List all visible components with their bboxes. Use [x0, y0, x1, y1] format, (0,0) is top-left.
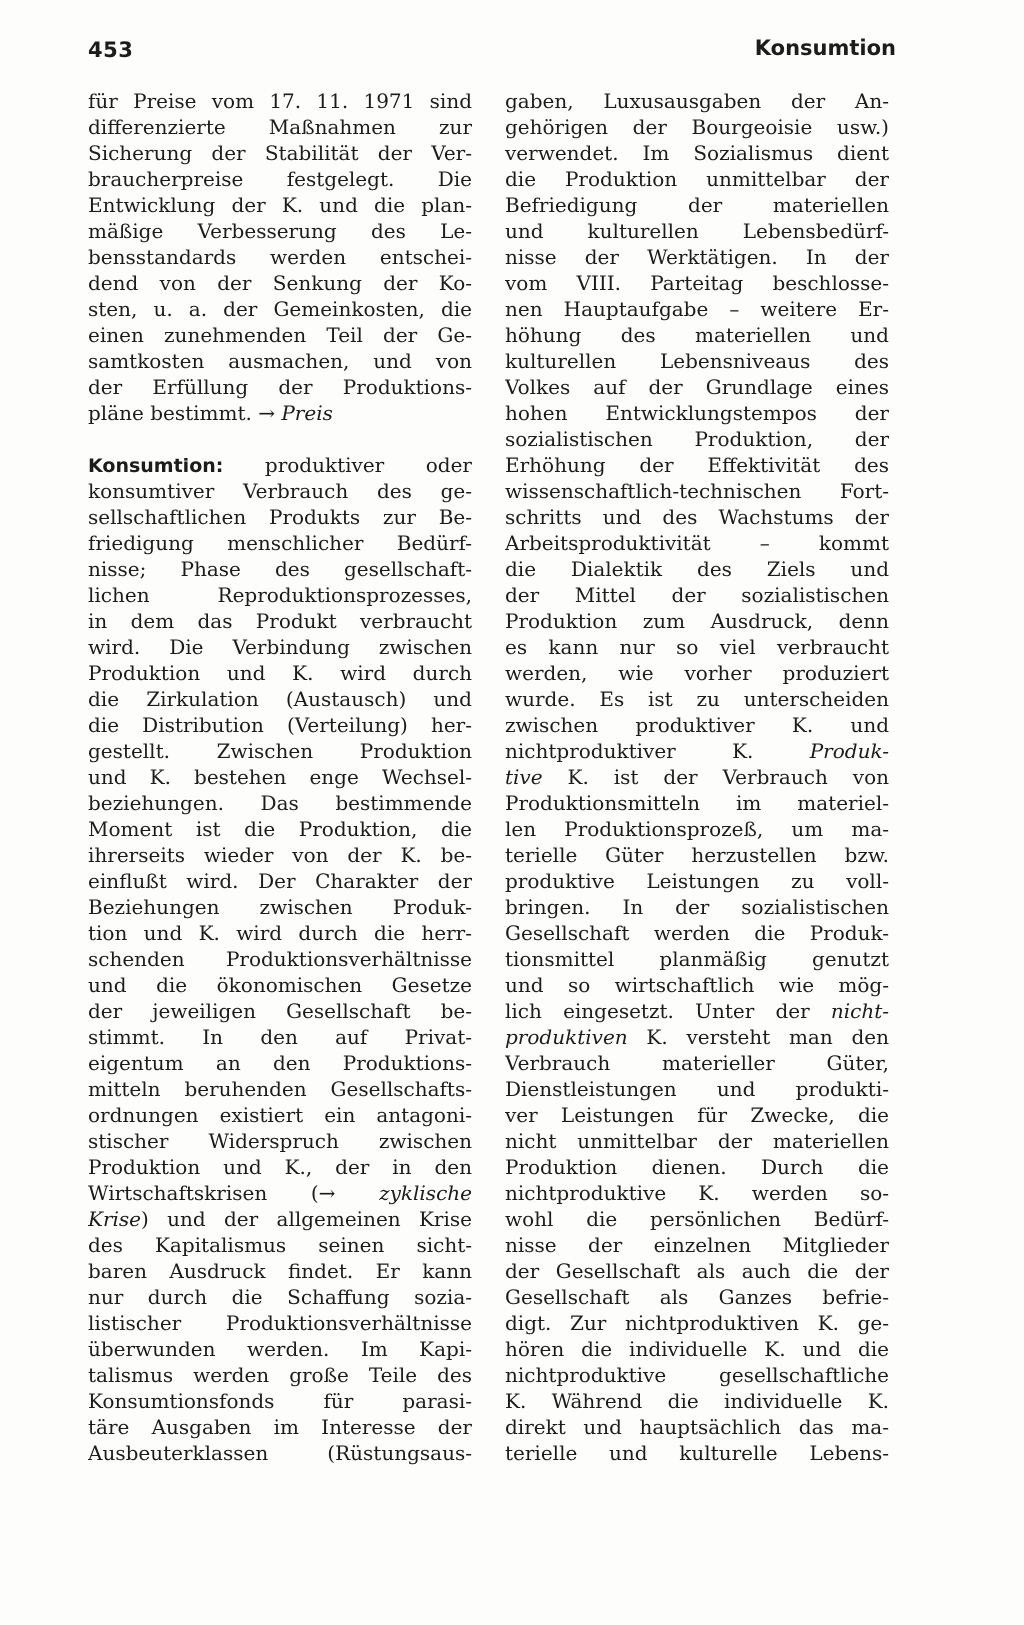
text-line: vom VIII. Parteitag beschlosse-	[505, 271, 889, 295]
text-line: bringen. In der sozialistischen	[505, 895, 889, 919]
text-line: produktive Leistungen zu voll-	[505, 869, 889, 893]
term-produktive: tive	[505, 765, 543, 789]
text-line: gestellt. Zwischen Produktion	[88, 739, 472, 763]
text-line: ordnungen existiert ein antagoni-	[88, 1103, 472, 1127]
text-line: Dienstleistungen und produkti-	[505, 1077, 889, 1101]
text-line: ihrerseits wieder von der K. be-	[88, 843, 472, 867]
text-line: Ausbeuterklassen (Rüstungsaus-	[88, 1441, 472, 1465]
text-line: des Kapitalismus seinen sicht-	[88, 1233, 472, 1257]
term-nichtproduktiven: nicht-	[830, 999, 889, 1023]
line-text: Wirtschaftskrisen (→	[88, 1181, 380, 1205]
text-line: täre Ausgaben im Interesse der	[88, 1415, 472, 1439]
line-text: lich eingesetzt. Unter der	[505, 999, 831, 1023]
text-line: in dem das Produkt verbraucht	[88, 609, 472, 633]
text-line: baren Ausdruck findet. Er kann	[88, 1259, 472, 1283]
text-line: es kann nur so viel verbraucht	[505, 635, 889, 659]
text-line: len Produktionsprozeß, um ma-	[505, 817, 889, 841]
text-line: Produktion dienen. Durch die	[505, 1155, 889, 1179]
text-line: Produktion zum Ausdruck, denn	[505, 609, 889, 633]
text-line: die Produktion unmittelbar der	[505, 167, 889, 191]
text-line: werden, wie vorher produziert	[505, 661, 889, 685]
text-line: der Mittel der sozialistischen	[505, 583, 889, 607]
text-line: und kulturellen Lebensbedürf-	[505, 219, 889, 243]
text-line: einflußt wird. Der Charakter der	[88, 869, 472, 893]
right-column	[505, 88, 889, 1466]
text-line: talismus werden große Teile des	[88, 1363, 472, 1387]
text-line	[88, 1180, 472, 1206]
text-line: samtkosten ausmachen, und von	[88, 349, 472, 373]
text-line: braucherpreise festgelegt. Die	[88, 167, 472, 191]
entry-headword: Konsumtion:	[88, 455, 224, 477]
text-line: die Dialektik des Ziels und	[505, 557, 889, 581]
text-line: nichtproduktive K. werden so-	[505, 1181, 889, 1205]
text-line: K. Während die individuelle K.	[505, 1389, 889, 1413]
text-line: differenzierte Maßnahmen zur	[88, 115, 472, 139]
cross-reference-zyklische-krise: zyklische	[379, 1181, 472, 1205]
text-line: und so wirtschaftlich wie mög-	[505, 973, 889, 997]
text-line: direkt und hauptsächlich das ma-	[505, 1415, 889, 1439]
text-line: Beziehungen zwischen Produk-	[88, 895, 472, 919]
text-line: stischer Widerspruch zwischen	[88, 1129, 472, 1153]
text-line: wissenschaftlich-technischen Fort-	[505, 479, 889, 503]
text-line: Gesellschaft als Ganzes befrie-	[505, 1285, 889, 1309]
text-line: hören die individuelle K. und die	[505, 1337, 889, 1361]
text-line: Entwicklung der K. und die plan-	[88, 193, 472, 217]
text-line: nen Hauptaufgabe – weitere Er-	[505, 297, 889, 321]
text-line: sellschaftlichen Produkts zur Be-	[88, 505, 472, 529]
text-line: und die ökonomischen Gesetze	[88, 973, 472, 997]
text-line: schritts und des Wachstums der	[505, 505, 889, 529]
text-line: terielle Güter herzustellen bzw.	[505, 843, 889, 867]
text-line: die Zirkulation (Austausch) und	[88, 687, 472, 711]
text-line: Produktion und K., der in den	[88, 1155, 472, 1179]
text-line: nisse der einzelnen Mitglieder	[505, 1233, 889, 1257]
line-text: K. ist der Verbrauch von	[542, 765, 889, 789]
text-line: Verbrauch materieller Güter,	[505, 1051, 889, 1075]
text-line: gehörigen der Bourgeoisie usw.)	[505, 115, 889, 139]
text-line: Befriedigung der materiellen	[505, 193, 889, 217]
text-line: Produktion und K. wird durch	[88, 661, 472, 685]
term-produktive: Produk-	[809, 739, 889, 763]
text-line: und K. bestehen enge Wechsel-	[88, 765, 472, 789]
cross-reference-krise: Krise	[88, 1207, 141, 1231]
line-text: produktiver oder	[223, 453, 472, 477]
line-text: K. versteht man den	[627, 1025, 889, 1049]
text-line: kulturellen Lebensniveaus des	[505, 349, 889, 373]
text-line: der Gesellschaft als auch die der	[505, 1259, 889, 1283]
text-line: lichen Reproduktionsprozesses,	[88, 583, 472, 607]
text-line: der jeweiligen Gesellschaft be-	[88, 999, 472, 1023]
text-line: schenden Produktionsverhältnisse	[88, 947, 472, 971]
line-text: ) und der allgemeinen Krise	[141, 1207, 472, 1231]
text-line: friedigung menschlicher Bedürf-	[88, 531, 472, 555]
paragraph-gap	[88, 426, 472, 452]
line-text: nichtproduktiver K.	[505, 739, 810, 763]
text-line: Sicherung der Stabilität der Ver-	[88, 141, 472, 165]
text-line: gaben, Luxusausgaben der An-	[505, 89, 889, 113]
text-line	[88, 452, 472, 478]
text-line: zwischen produktiver K. und	[505, 713, 889, 737]
text-line: wohl die persönlichen Bedürf-	[505, 1207, 889, 1231]
cross-reference-preis: Preis	[281, 401, 333, 425]
text-line: Konsumtionsfonds für parasi-	[88, 1389, 472, 1413]
text-line: höhung des materiellen und	[505, 323, 889, 347]
text-line: für Preise vom 17. 11. 1971 sind	[88, 89, 472, 113]
text-line	[505, 764, 889, 790]
text-line: Erhöhung der Effektivität des	[505, 453, 889, 477]
text-line: terielle und kulturelle Lebens-	[505, 1441, 889, 1465]
text-line: ver Leistungen für Zwecke, die	[505, 1103, 889, 1127]
text-line: nisse der Werktätigen. In der	[505, 245, 889, 269]
page-number: 453	[88, 38, 134, 62]
text-line	[505, 738, 889, 764]
text-line: Arbeitsproduktivität – kommt	[505, 531, 889, 555]
text-line: Moment ist die Produktion, die	[88, 817, 472, 841]
text-line: stimmt. In den auf Privat-	[88, 1025, 472, 1049]
text-line: nicht unmittelbar der materiellen	[505, 1129, 889, 1153]
text-line	[88, 1206, 472, 1232]
text-line: hohen Entwicklungstempos der	[505, 401, 889, 425]
text-line: nur durch die Schaffung sozia-	[88, 1285, 472, 1309]
text-line: wurde. Es ist zu unterscheiden	[505, 687, 889, 711]
text-line: nisse; Phase des gesellschaft-	[88, 557, 472, 581]
text-line: Produktionsmitteln im materiel-	[505, 791, 889, 815]
text-line	[505, 998, 889, 1024]
text-line: konsumtiver Verbrauch des ge-	[88, 479, 472, 503]
text-line: tionsmittel planmäßig genutzt	[505, 947, 889, 971]
text-line: einen zunehmenden Teil der Ge-	[88, 323, 472, 347]
text-line: wird. Die Verbindung zwischen	[88, 635, 472, 659]
text-line: Gesellschaft werden die Produk-	[505, 921, 889, 945]
text-line: nichtproduktive gesellschaftliche	[505, 1363, 889, 1387]
text-line: überwunden werden. Im Kapi-	[88, 1337, 472, 1361]
running-head: Konsumtion	[754, 36, 896, 60]
text-line: die Distribution (Verteilung) her-	[88, 713, 472, 737]
text-line	[88, 400, 472, 426]
text-line: sten, u. a. der Gemeinkosten, die	[88, 297, 472, 321]
text-line: mäßige Verbesserung des Le-	[88, 219, 472, 243]
text-line: sozialistischen Produktion, der	[505, 427, 889, 451]
text-line: verwendet. Im Sozialismus dient	[505, 141, 889, 165]
text-line: bensstandards werden entschei-	[88, 245, 472, 269]
left-column	[88, 88, 472, 1466]
text-line: digt. Zur nichtproduktiven K. ge-	[505, 1311, 889, 1335]
text-line: listischer Produktionsverhältnisse	[88, 1311, 472, 1335]
text-line	[505, 1024, 889, 1050]
text-line: tion und K. wird durch die herr-	[88, 921, 472, 945]
line-text: pläne bestimmt. →	[88, 401, 282, 425]
text-line: beziehungen. Das bestimmende	[88, 791, 472, 815]
text-line: der Erfüllung der Produktions-	[88, 375, 472, 399]
text-line: mitteln beruhenden Gesellschafts-	[88, 1077, 472, 1101]
term-nichtproduktiven: produktiven	[505, 1025, 628, 1049]
text-line: dend von der Senkung der Ko-	[88, 271, 472, 295]
text-line: Volkes auf der Grundlage eines	[505, 375, 889, 399]
text-line: eigentum an den Produktions-	[88, 1051, 472, 1075]
